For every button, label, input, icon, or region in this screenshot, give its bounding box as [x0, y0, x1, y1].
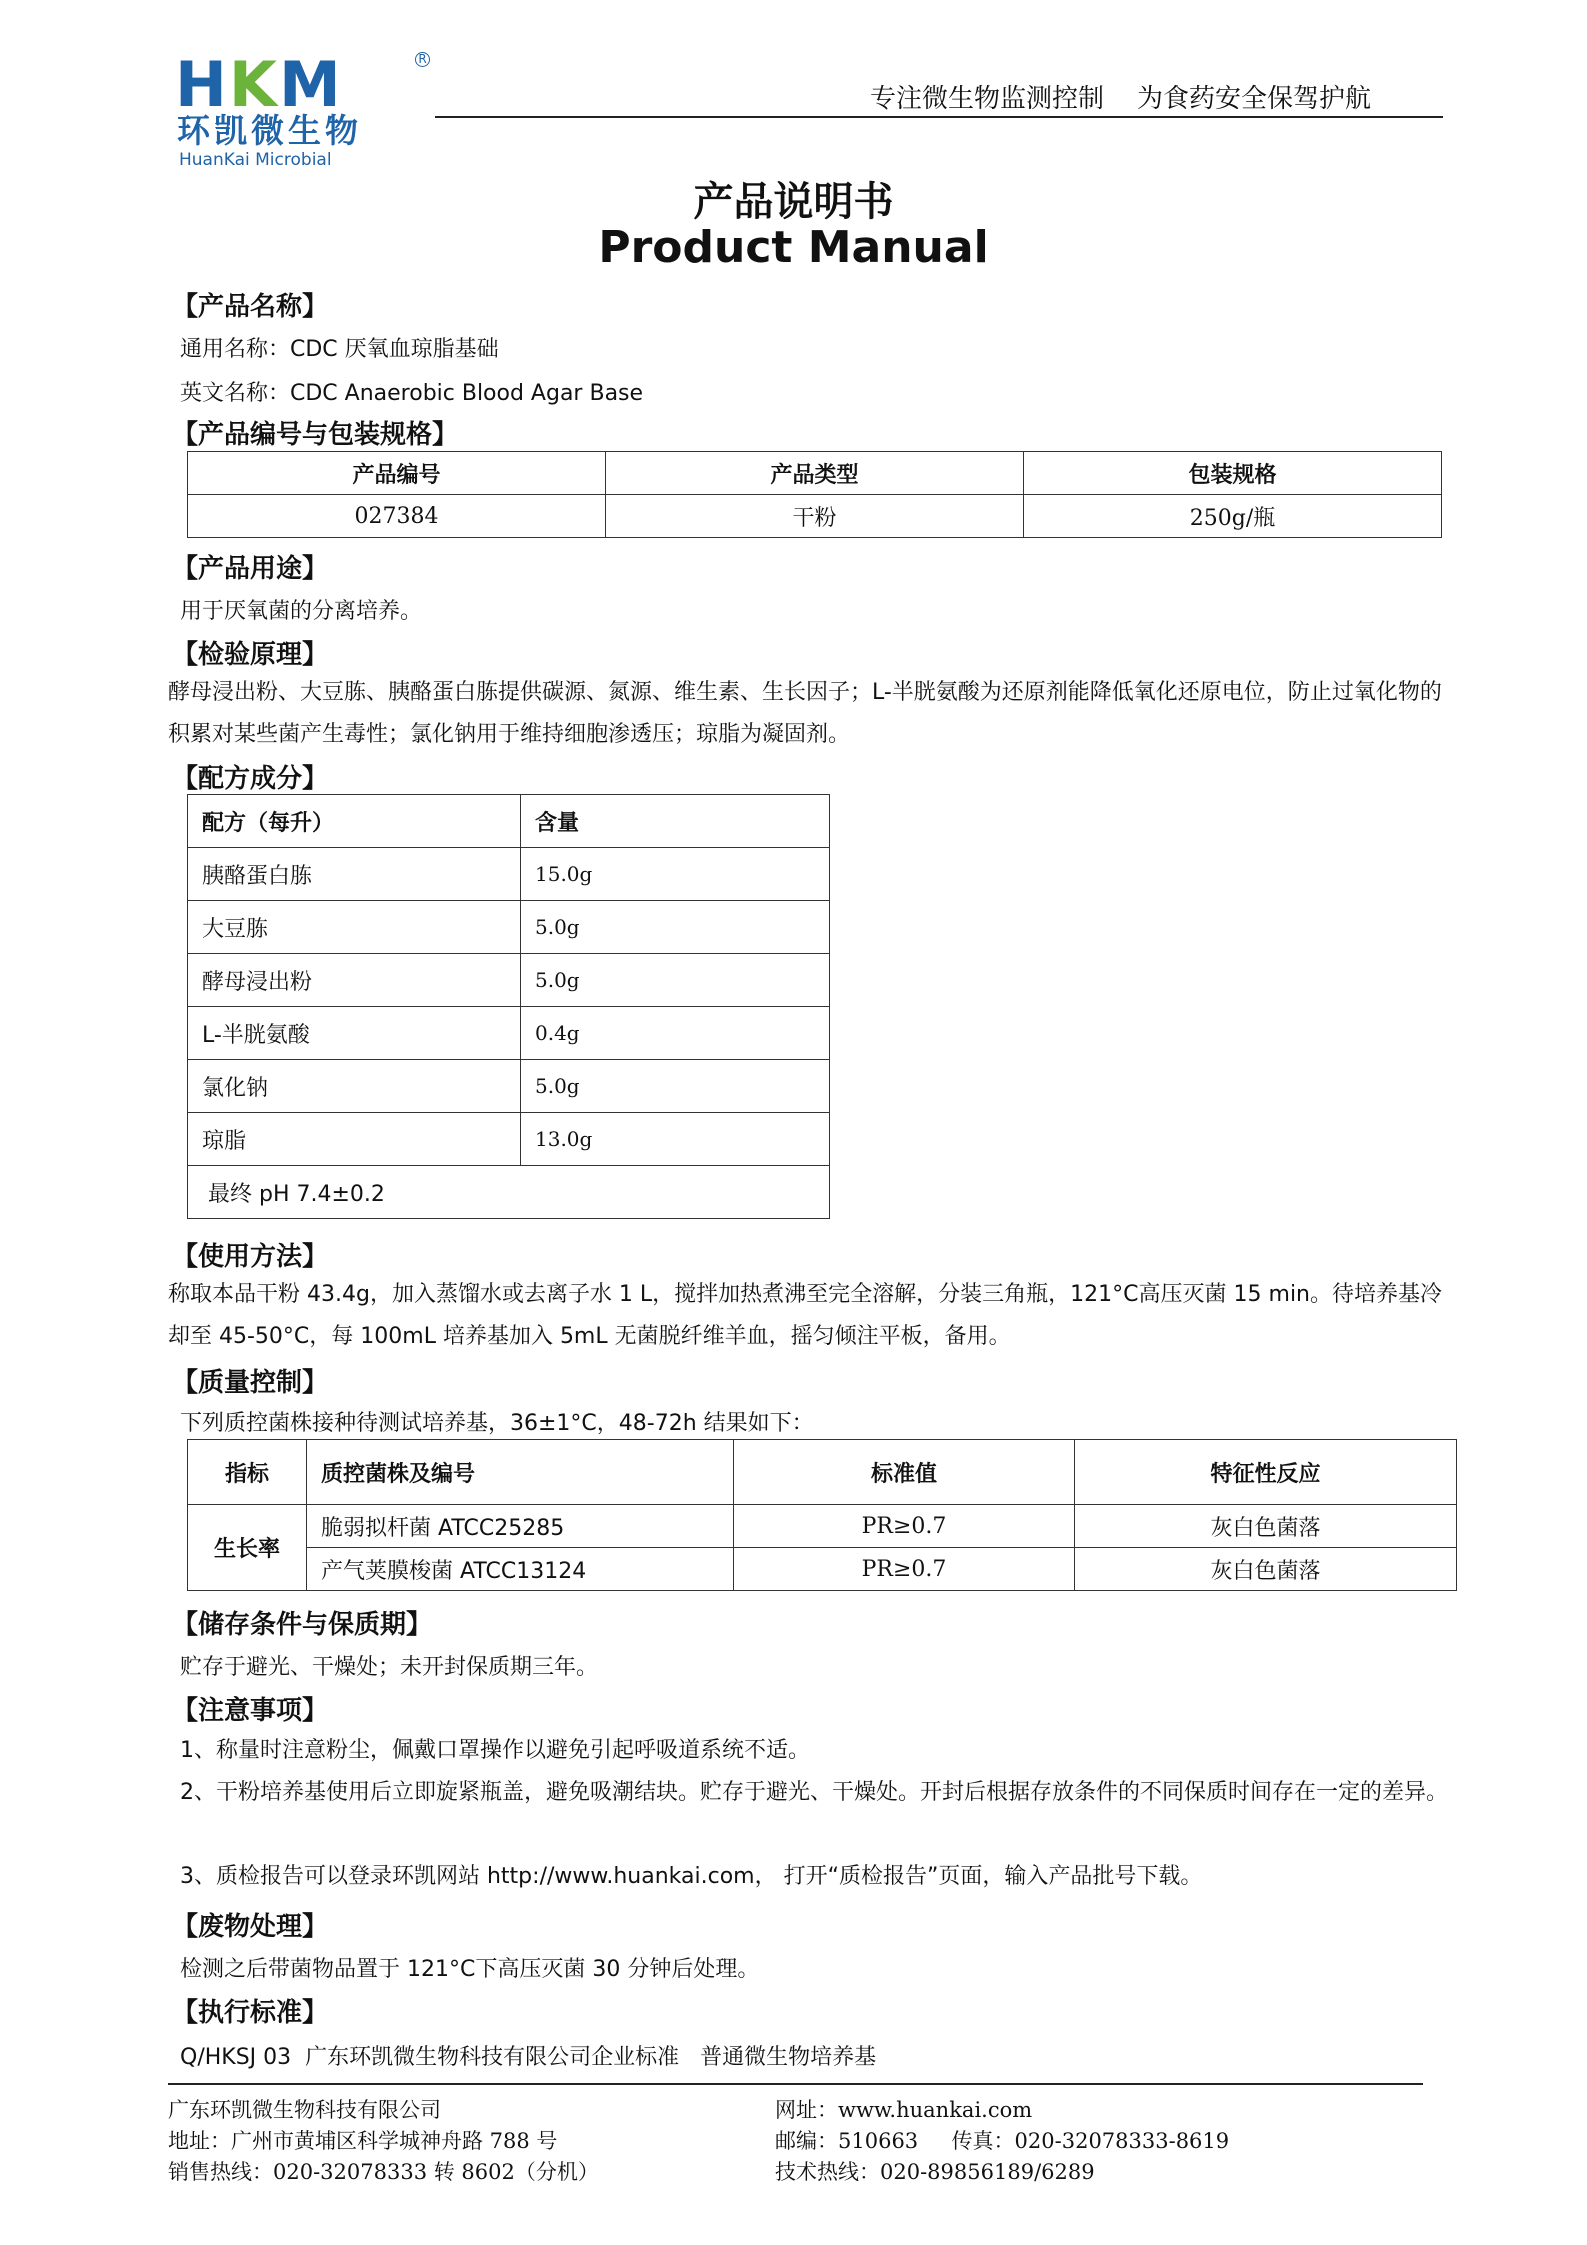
use-text: 用于厌氧菌的分离培养。 — [180, 599, 423, 624]
section-heading-qc: 【质量控制】 — [172, 1368, 329, 1398]
english-name: 英文名称：CDC Anaerobic Blood Agar Base — [180, 381, 644, 406]
logo-chinese-name: 环凯微生物 — [177, 111, 362, 150]
table-row — [188, 1505, 1457, 1548]
page-title-en: Product Manual — [598, 222, 989, 273]
product-table-header-cell: 包装规格 — [1024, 452, 1442, 495]
common-name: 通用名称：CDC 厌氧血琼脂基础 — [180, 337, 499, 362]
qc-table-header-cell: 质控菌株及编号 — [307, 1440, 734, 1505]
qc-standard: PR≥0.7 — [734, 1505, 1075, 1548]
table-row — [188, 954, 830, 1007]
table-row — [188, 1113, 830, 1166]
footer-website: 网址：www.huankai.com — [775, 2098, 1033, 2122]
section-heading-method: 【使用方法】 — [172, 1242, 329, 1272]
table-row — [188, 1060, 830, 1113]
ingredient-name: 酵母浸出粉 — [188, 954, 521, 1007]
ingredient-name: 氯化钠 — [188, 1060, 521, 1113]
ingredient-amount: 13.0g — [521, 1113, 830, 1166]
ingredient-name: 胰酪蛋白胨 — [188, 848, 521, 901]
product-table — [187, 451, 1442, 538]
ingredient-name: 大豆胨 — [188, 901, 521, 954]
formula-table — [187, 794, 830, 1219]
ingredient-amount: 5.0g — [521, 901, 830, 954]
qc-strain: 脆弱拟杆菌 ATCC25285 — [307, 1505, 734, 1548]
product-table-header-cell: 产品编号 — [188, 452, 606, 495]
section-heading-use: 【产品用途】 — [172, 554, 329, 584]
qc-strain: 产气荚膜梭菌 ATCC13124 — [307, 1548, 734, 1591]
ingredient-amount: 5.0g — [521, 1060, 830, 1113]
qc-table-header — [188, 1440, 1457, 1505]
registered-mark: R — [415, 52, 430, 67]
qc-table-header-cell: 指标 — [188, 1440, 307, 1505]
ingredient-amount: 15.0g — [521, 848, 830, 901]
formula-table-header-cell: 配方（每升） — [188, 795, 521, 848]
ingredient-amount: 0.4g — [521, 1007, 830, 1060]
table-row — [188, 1007, 830, 1060]
formula-table-header-cell: 含量 — [521, 795, 830, 848]
footer-tech-hotline: 技术热线：020-89856189/6289 — [775, 2160, 1095, 2184]
logo-letters: HKM — [175, 48, 343, 121]
method-text: 称取本品干粉 43.4g，加入蒸馏水或去离子水 1 L，搅拌加热煮沸至完全溶解，分装三角瓶，121°C高压灭菌 15 min。待培养基冷却至 45-50°C，每 100mL 培养基加入 5mL 无菌脱纤维羊血，摇匀倾注平板，备用。 — [168, 1282, 1443, 1349]
table-row — [188, 1166, 830, 1219]
ingredient-name: 琼脂 — [188, 1113, 521, 1166]
disposal-text: 检测之后带菌物品置于 121°C下高压灭菌 30 分钟后处理。 — [180, 1957, 760, 1982]
table-row — [188, 495, 1442, 538]
footer-address: 地址：广州市黄埔区科学城神舟路 788 号 — [168, 2129, 558, 2153]
ingredient-name: L-半胱氨酸 — [188, 1007, 521, 1060]
standard-text: Q/HKSJ 03 广东环凯微生物科技有限公司企业标准 普通微生物培养基 — [180, 2045, 877, 2070]
qc-reaction: 灰白色菌落 — [1075, 1505, 1457, 1548]
header-divider — [435, 116, 1443, 118]
qc-table-header-cell: 特征性反应 — [1075, 1440, 1457, 1505]
product-code: 027384 — [188, 495, 606, 538]
qc-group-label: 生长率 — [188, 1505, 307, 1591]
formula-table-header — [188, 795, 830, 848]
table-row — [188, 901, 830, 954]
company-logo — [175, 50, 435, 170]
storage-text: 贮存于避光、干燥处；未开封保质期三年。 — [180, 1655, 599, 1680]
section-heading-storage: 【储存条件与保质期】 — [172, 1610, 433, 1640]
note-item: 3、质检报告可以登录环凯网站 http://www.huankai.com， 打开“质检报告”页面，输入产品批号下载。 — [180, 1864, 1203, 1889]
product-table-header-cell: 产品类型 — [606, 452, 1024, 495]
section-heading-disposal: 【废物处理】 — [172, 1912, 329, 1942]
note-item: 1、称量时注意粉尘，佩戴口罩操作以避免引起呼吸道系统不适。 — [180, 1738, 810, 1763]
table-row — [188, 848, 830, 901]
footer-sales-hotline: 销售热线：020-32078333 转 8602（分机） — [168, 2160, 599, 2184]
package-spec: 250g/瓶 — [1024, 495, 1442, 538]
section-heading-formula: 【配方成分】 — [172, 764, 329, 794]
qc-table-header-cell: 标准值 — [734, 1440, 1075, 1505]
qc-table — [187, 1439, 1457, 1591]
qc-intro: 下列质控菌株接种待测试培养基，36±1°C，48-72h 结果如下： — [180, 1411, 814, 1436]
section-heading-code: 【产品编号与包装规格】 — [172, 420, 459, 450]
logo-english-name: HuanKai Microbial — [179, 150, 332, 170]
product-table-header — [188, 452, 1442, 495]
section-heading-principle: 【检验原理】 — [172, 640, 329, 670]
product-type: 干粉 — [606, 495, 1024, 538]
footer-postcode-fax: 邮编：510663 传真：020-32078333-8619 — [775, 2129, 1230, 2153]
note-item: 2、干粉培养基使用后立即旋紧瓶盖，避免吸潮结块。贮存于避光、干燥处。开封后根据存放条件的不同保质时间存在一定的差异。 — [180, 1780, 1449, 1805]
header-slogan: 专注微生物监测控制 为食药安全保驾护航 — [870, 84, 1372, 114]
table-row — [188, 1548, 1457, 1591]
qc-reaction: 灰白色菌落 — [1075, 1548, 1457, 1591]
section-heading-notes: 【注意事项】 — [172, 1696, 329, 1726]
page-title-cn: 产品说明书 — [693, 179, 894, 225]
footer-company: 广东环凯微生物科技有限公司 — [168, 2098, 441, 2122]
ingredient-amount: 5.0g — [521, 954, 830, 1007]
section-heading-name: 【产品名称】 — [172, 292, 329, 322]
footer-divider — [168, 2083, 1423, 2085]
section-heading-standard: 【执行标准】 — [172, 1998, 329, 2028]
qc-standard: PR≥0.7 — [734, 1548, 1075, 1591]
principle-text: 酵母浸出粉、大豆胨、胰酪蛋白胨提供碳源、氮源、维生素、生长因子；L-半胱氨酸为还原剂能降低氧化还原电位，防止过氧化物的积累对某些菌产生毒性；氯化钠用于维持细胞渗透压；琼脂为凝固剂。 — [168, 680, 1442, 747]
final-ph: 最终 pH 7.4±0.2 — [188, 1166, 830, 1219]
